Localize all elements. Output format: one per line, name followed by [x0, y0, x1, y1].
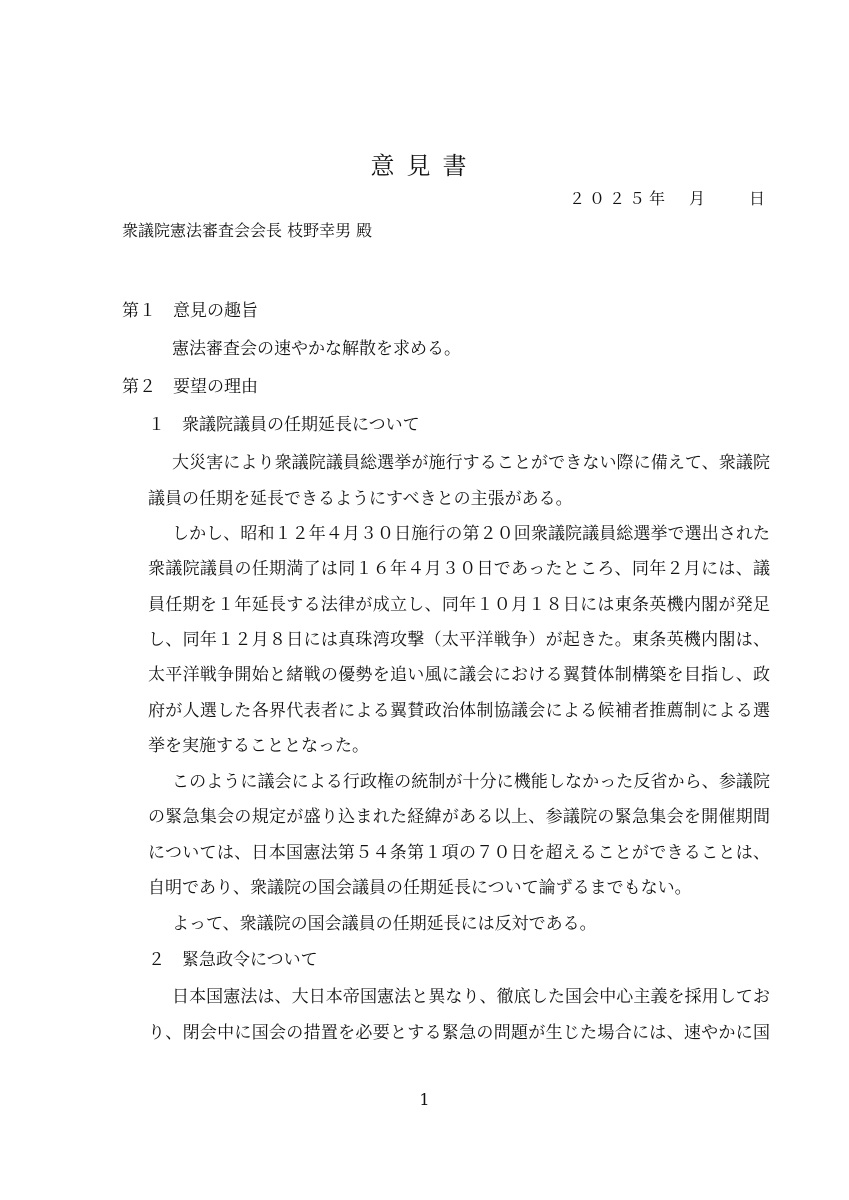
page-number: 1: [419, 1090, 430, 1109]
document-date: ２０２５年 月 日: [568, 189, 769, 208]
paragraph-line: 員任期を１年延長する法律が成立し、同年１０月１８日には東条英機内閣が発足: [148, 595, 770, 615]
paragraph-line: については、日本国憲法第５４条第１項の７０日を超えることができることは、: [148, 843, 770, 863]
section2-heading: 第２ 要望の理由: [122, 377, 258, 397]
addressee: 衆議院憲法審査会会長 枝野幸男 殿: [122, 221, 373, 240]
paragraph-line: の緊急集会の規定が盛り込まれた経緯がある以上、参議院の緊急集会を開催期間: [148, 807, 770, 827]
subsection1-heading: １ 衆議院議員の任期延長について: [148, 415, 420, 435]
paragraph-line: よって、衆議院の国会議員の任期延長には反対である。: [172, 914, 597, 934]
paragraph-line: しかし、昭和１２年４月３０日施行の第２０回衆議院議員総選挙で選出された: [172, 524, 770, 544]
paragraph-line: 太平洋戦争開始と緒戦の優勢を追い風に議会における翼賛体制構築を目指し、政: [148, 665, 770, 685]
paragraph-line: 挙を実施することとなった。: [148, 736, 369, 756]
subsection2-heading: ２ 緊急政令について: [148, 950, 318, 970]
paragraph-line: り、閉会中に国会の措置を必要とする緊急の問題が生じた場合には、速やかに国: [148, 1023, 770, 1043]
section1-body: 憲法審査会の速やかな解散を求める。: [172, 339, 461, 359]
paragraph-line: 議員の任期を延長できるようにすべきとの主張がある。: [148, 489, 573, 509]
paragraph-line: 大災害により衆議院議員総選挙が施行することができない際に備えて、衆議院: [172, 453, 770, 473]
paragraph-line: 府が人選した各界代表者による翼賛政治体制協議会による候補者推薦制による選: [148, 701, 770, 721]
paragraph-line: 自明であり、衆議院の国会議員の任期延長について論ずるまでもない。: [148, 878, 692, 898]
paragraph-line: 日本国憲法は、大日本帝国憲法と異なり、徹底した国会中心主義を採用してお: [172, 987, 770, 1007]
document-title: 意見書: [370, 152, 479, 180]
paragraph-line: このように議会による行政権の統制が十分に機能しなかった反省から、参議院: [172, 772, 770, 792]
paragraph-line: し、同年１２月８日には真珠湾攻撃（太平洋戦争）が起きた。東条英機内閣は、: [148, 630, 770, 650]
paragraph-line: 衆議院議員の任期満了は同１６年４月３０日であったところ、同年２月には、議: [148, 559, 770, 579]
section1-heading: 第１ 意見の趣旨: [122, 301, 258, 321]
